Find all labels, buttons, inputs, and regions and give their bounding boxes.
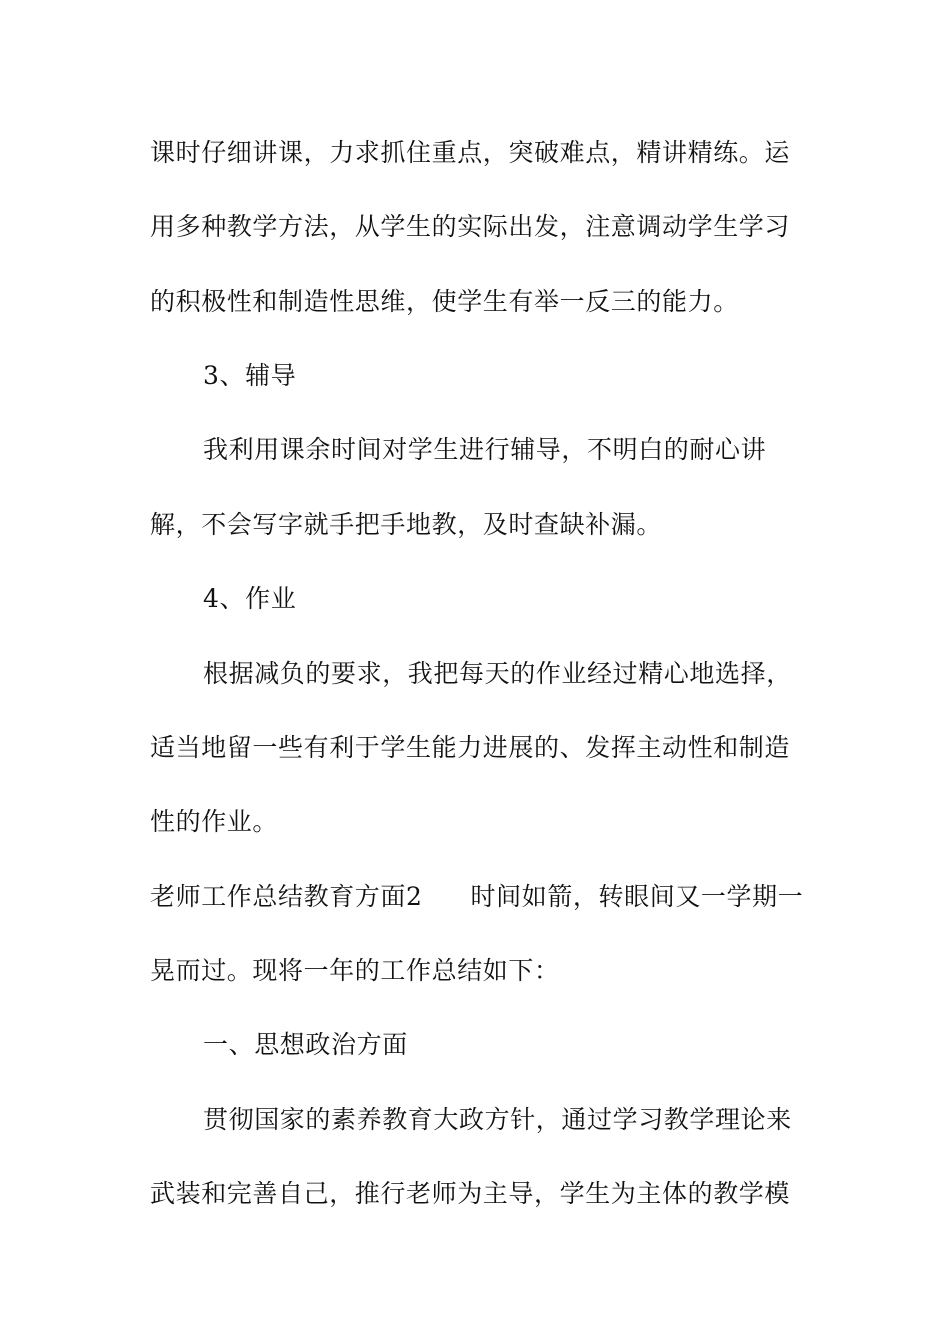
section-heading: 3、辅导 [203, 361, 297, 390]
paragraph-line: 解，不会写字就手把手地教，及时查缺补漏。 [150, 510, 663, 539]
section-heading: 一、思想政治方面 [203, 1030, 408, 1059]
section-heading: 4、作业 [203, 584, 297, 613]
paragraph-line: 我利用课余时间对学生进行辅导，不明白的耐心讲 [203, 435, 767, 464]
paragraph-line: 武装和完善自己，推行老师为主导，学生为主体的教学模 [150, 1179, 791, 1208]
paragraph-line: 用多种教学方法，从学生的实际出发，注意调动学生学习 [150, 212, 791, 241]
paragraph-line: 的积极性和制造性思维，使学生有举一反三的能力。 [150, 287, 739, 316]
paragraph-line: 课时仔细讲课，力求抓住重点，突破难点，精讲精练。运 [150, 138, 791, 167]
paragraph-line: 性的作业。 [150, 807, 279, 836]
paragraph-line: 贯彻国家的素养教育大政方针，通过学习教学理论来 [203, 1105, 792, 1134]
paragraph-line: 适当地留一些有利于学生能力进展的、发挥主动性和制造 [150, 733, 791, 762]
paragraph-line: 根据减负的要求，我把每天的作业经过精心地选择， [203, 659, 792, 688]
paragraph-line: 晃而过。现将一年的工作总结如下： [150, 956, 560, 985]
title-line [150, 880, 803, 914]
document-title: 老师工作总结教育方面2 [150, 882, 423, 911]
paragraph-text: 时间如箭，转眼间又一学期一 [470, 882, 804, 911]
